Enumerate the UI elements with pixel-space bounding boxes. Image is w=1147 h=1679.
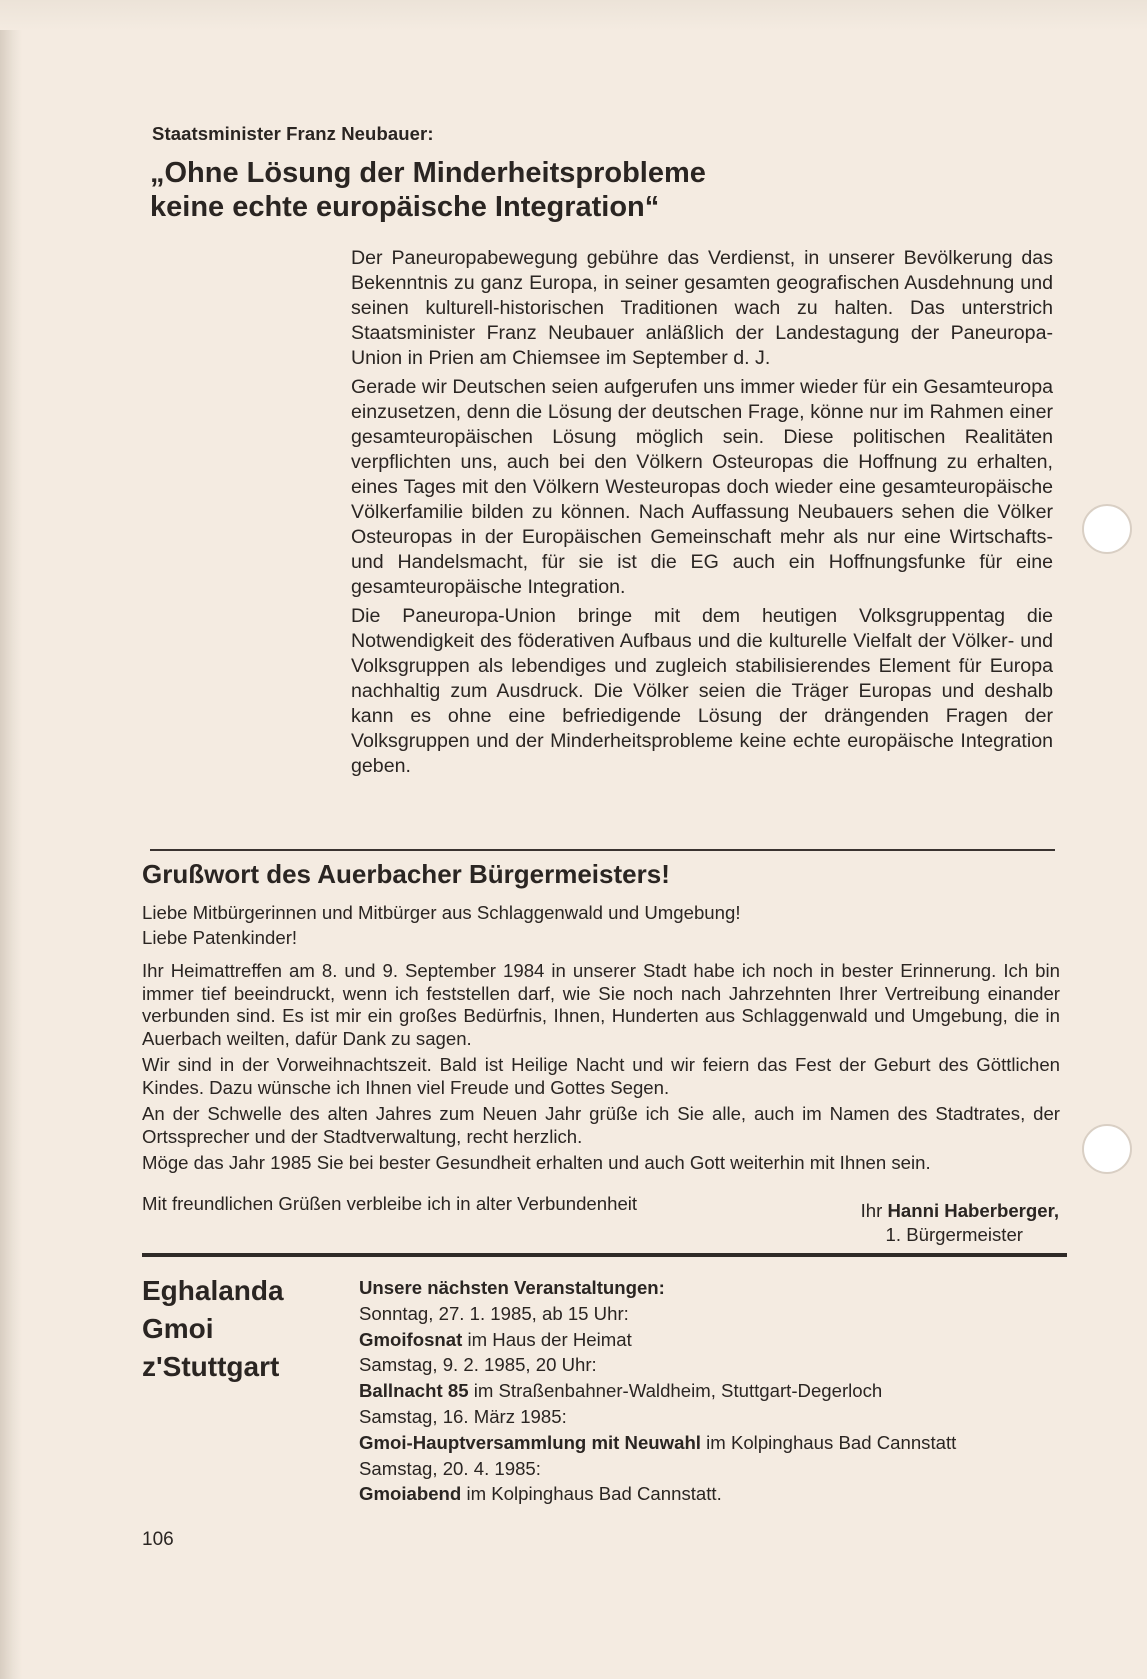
section-divider-thick bbox=[142, 1253, 1067, 1257]
article-paragraph: Der Paneuropabewegung gebühre das Verdienst, in unserer Bevölkerung das Bekenntnis zu ganz Europa, in seiner gesamten geografischen Ausdehnung und seinen kulturell-historischen Traditionen wach zu halten. Das unterstrich Staatsminister Franz Neubauer anläßlich der Landestagung der Paneuropa-Union in Prien am Chiemsee im September d. J. bbox=[351, 247, 1053, 369]
greeting-title: Grußwort des Auerbacher Bürgermeisters! bbox=[142, 859, 670, 889]
event-place: im Straßenbahner-Waldheim, Stuttgart-Degerloch bbox=[473, 1380, 883, 1402]
club-name-line: Gmoi bbox=[142, 1313, 214, 1344]
page-top-shadow bbox=[0, 0, 1147, 30]
section-divider bbox=[150, 849, 1055, 851]
signature-name: Hanni Haberberger, bbox=[887, 1200, 1059, 1221]
letter-paragraph: Ihr Heimattreffen am 8. und 9. September 1984 in unserer Stadt habe ich noch in bester Erinnerung. Ich bin immer tief beeindruckt, wenn ich feststellen darf, wie Sie noch nach Jahrzehnten Ihrer Vertreibung einander verbunden sind. Es ist mir ein großes Bedürfnis, Ihnen, Hunderten aus Schlaggenwald und Umgebung, die in Auerbach weilten, dafür Dank zu sagen. bbox=[142, 960, 1060, 1049]
greeting-salutation: Liebe Mitbürgerinnen und Mitbürger aus Schlaggenwald und Umgebung! bbox=[142, 902, 741, 923]
event-place: im Kolpinghaus Bad Cannstatt. bbox=[466, 1483, 722, 1505]
article-paragraph: Die Paneuropa-Union bringe mit dem heutigen Volksgruppentag die Notwendigkeit des föderativen Aufbaus und die kulturelle Vielfalt der Völker- und Volksgruppen als lebendiges und zugleich stabilisierendes Element für Europa nachhaltig zum Ausdruck. Die Völker seien die Träger Europas und deshalb kann es ohne eine befriedigende Lösung der drängenden Fragen der Volksgruppen und der Minderheitsprobleme keine echte europäische Integration geben. bbox=[351, 605, 1053, 777]
signature-prefix: Ihr bbox=[860, 1200, 883, 1221]
event-place: im Kolpinghaus Bad Cannstatt bbox=[706, 1431, 957, 1453]
event-detail bbox=[359, 1481, 1059, 1507]
punch-hole bbox=[1082, 504, 1132, 554]
letter-paragraph: An der Schwelle des alten Jahres zum Neuen Jahr grüße ich Sie alle, auch im Namen des Stadtrates, der Ortssprecher und der Stadtverwaltung, recht herzlich. bbox=[142, 1103, 1060, 1147]
article-kicker: Staatsminister Franz Neubauer: bbox=[152, 123, 434, 144]
event-date: Samstag, 20. 4. 1985: bbox=[359, 1457, 541, 1479]
letter-paragraph: Wir sind in der Vorweihnachtszeit. Bald ist Heilige Nacht und wir feiern das Fest der Geburt des Göttlichen Kindes. Dazu wünsche ich Ihnen viel Freude und Gottes Segen. bbox=[142, 1054, 1060, 1098]
article-headline bbox=[150, 156, 870, 224]
event-detail bbox=[359, 1327, 1059, 1353]
event-title: Ballnacht 85 bbox=[359, 1380, 469, 1402]
event-detail bbox=[359, 1430, 1059, 1456]
event-date: Samstag, 9. 2. 1985, 20 Uhr: bbox=[359, 1354, 597, 1376]
binding-shadow bbox=[0, 0, 22, 1679]
article-body bbox=[351, 246, 1053, 783]
article-paragraph: Gerade wir Deutschen seien aufgerufen uns immer wieder für ein Gesamteuropa einzusetzen, denn die Lösung der deutschen Frage, könne nur im Rahmen einer gesamteuropäischen Lösung möglich sein. Diese politischen Realitäten verpflichten uns, auch bei den Völkern Osteuropas die Hoffnung zu erhalten, eines Tages mit den Völkern Westeuropas doch wieder eine gesamteuropäische Völkerfamilie bilden zu können. Nach Auffassung Neubauers sehen die Völker Osteuropas in der Europäischen Gemeinschaft mehr als nur eine Wirtschafts- und Handelsmacht, für sie ist die EG auch ein Hoffnungsfunke für eine gesamteuropäische Integration. bbox=[351, 376, 1053, 598]
greeting-letter bbox=[142, 960, 1060, 1179]
event-detail bbox=[359, 1378, 1059, 1404]
event-title: Gmoifosnat bbox=[359, 1328, 463, 1350]
signature-title: 1. Bürgermeister bbox=[885, 1224, 1023, 1245]
event-title: Gmoiabend bbox=[359, 1483, 462, 1505]
event-title: Gmoi-Hauptversammlung mit Neuwahl bbox=[359, 1431, 701, 1453]
club-name-line: Eghalanda bbox=[142, 1275, 284, 1306]
event-date: Samstag, 16. März 1985: bbox=[359, 1405, 567, 1427]
events-heading: Unsere nächsten Veranstaltungen: bbox=[359, 1277, 665, 1298]
headline-line: keine echte europäische Integration“ bbox=[150, 191, 660, 223]
club-name-line: z'Stuttgart bbox=[142, 1351, 280, 1382]
signature bbox=[861, 1200, 1059, 1222]
letter-closing: Mit freundlichen Grüßen verbleibe ich in alter Verbundenheit bbox=[142, 1193, 638, 1214]
club-name bbox=[142, 1272, 322, 1386]
event-place: im Haus der Heimat bbox=[467, 1328, 632, 1350]
greeting-salutation: Liebe Patenkinder! bbox=[142, 927, 298, 948]
event-date: Sonntag, 27. 1. 1985, ab 15 Uhr: bbox=[359, 1302, 629, 1324]
page-number: 106 bbox=[142, 1529, 174, 1550]
headline-line: „Ohne Lösung der Minderheitsprobleme bbox=[150, 157, 706, 189]
letter-paragraph: Möge das Jahr 1985 Sie bei bester Gesundheit erhalten und auch Gott weiterhin mit Ihnen sein. bbox=[142, 1152, 931, 1173]
events-list bbox=[359, 1275, 1059, 1507]
punch-hole bbox=[1082, 1124, 1132, 1174]
